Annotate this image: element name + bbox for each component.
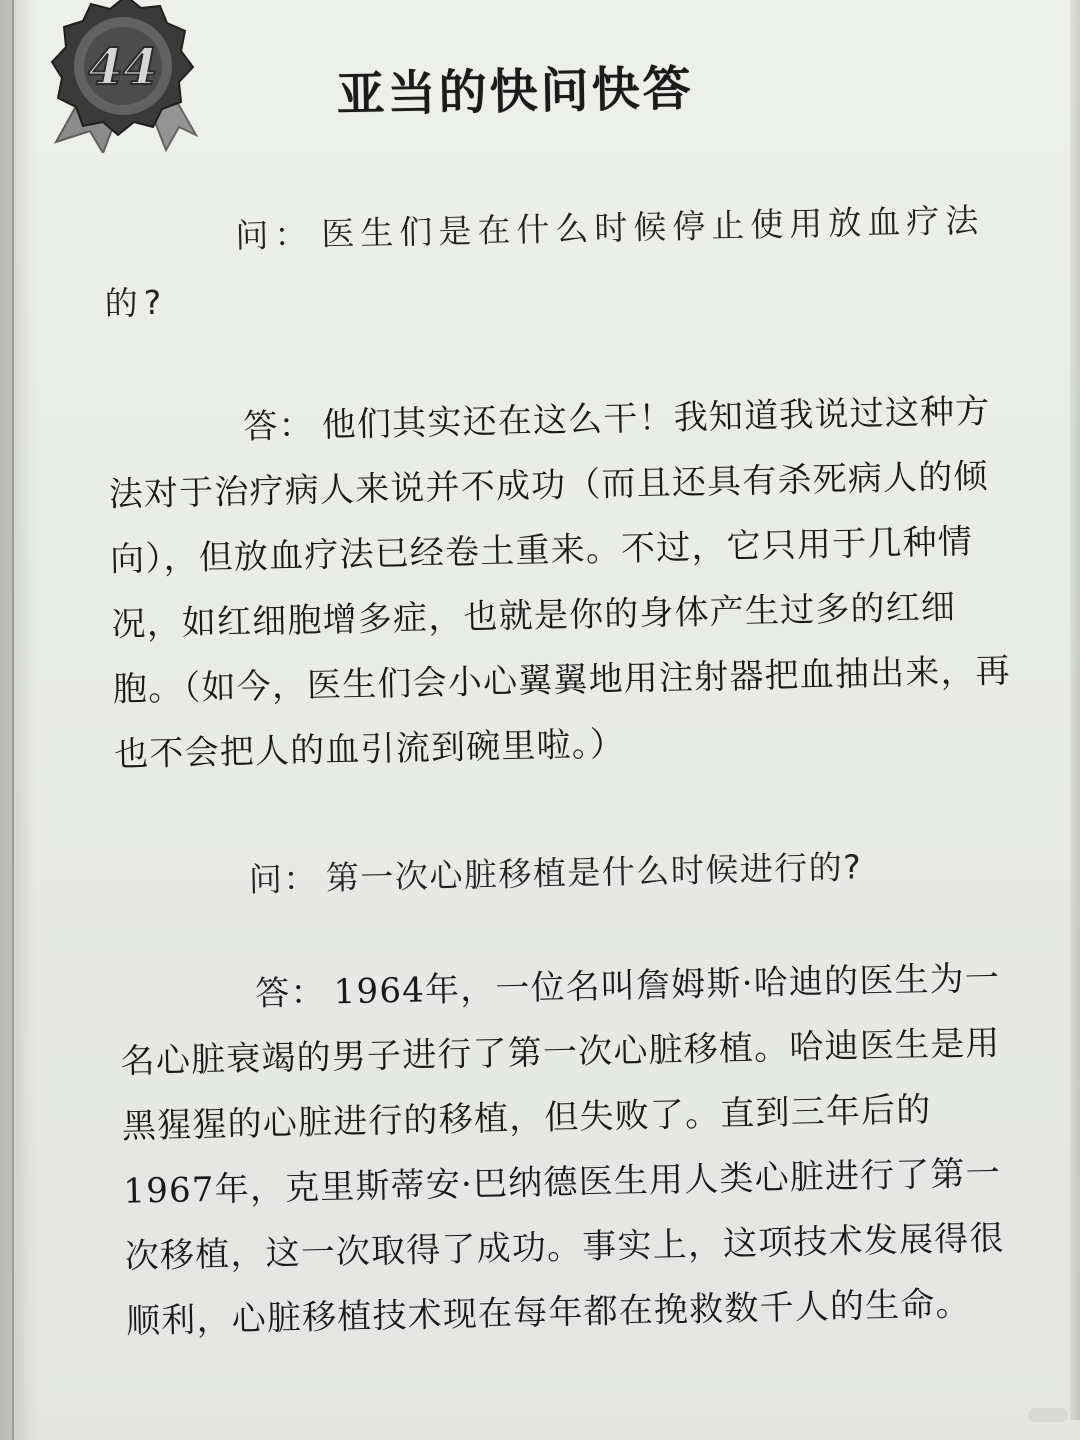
- qa-content: [102, 151, 1027, 1355]
- page-edge: [1070, 0, 1080, 1420]
- question-2-prefix: 问：: [248, 858, 319, 900]
- question-1-prefix: 问：: [234, 214, 314, 256]
- question-2-text: 第一次心脏移植是什么时候进行的?: [325, 847, 863, 898]
- answer-1-prefix: 答：: [242, 405, 315, 448]
- badge-number: 44: [88, 37, 158, 96]
- answer-2-text: 1964年，一位名叫詹姆斯·哈迪的医生为一名心脏衰竭的男子进行了第一次心脏移植。哈迪医生是用黑猩猩的心脏进行的移植，但失败了。直到三年后的1967年，克里斯蒂安·巴纳德医生用人类心脏进行了第一次移植，这一次取得了成功。事实上，这项技术发展得很顺利，心脏移植技术现在每年都在挽救数千人的生命。: [120, 958, 1005, 1342]
- question-1: [103, 187, 1006, 336]
- answer-1: [107, 379, 1015, 788]
- question-1-text: 医生们是在什么时候停止使用放血疗法的?: [104, 200, 985, 323]
- book-page: [12, 0, 1080, 1440]
- answer-1-text: 他们其实还在这么干！我知道我说过这种方法对于治疗病人来说并不成功（而且还具有杀死病人的倾向），但放血疗法已经卷土重来。不过，它只用于几种情况，如红细胞增多症，也就是你的身体产生过多的红细胞。（如今，医生们会小心翼翼地用注射器把血抽出来，再也不会把人的血引流到碗里啦。）: [108, 391, 1012, 775]
- watermark-icon: [1028, 1408, 1068, 1422]
- answer-2-prefix: 答：: [254, 972, 327, 1014]
- page-title: 亚当的快问快答: [336, 60, 695, 123]
- ribbon-badge-icon: [48, 0, 198, 153]
- answer-2: [119, 946, 1027, 1355]
